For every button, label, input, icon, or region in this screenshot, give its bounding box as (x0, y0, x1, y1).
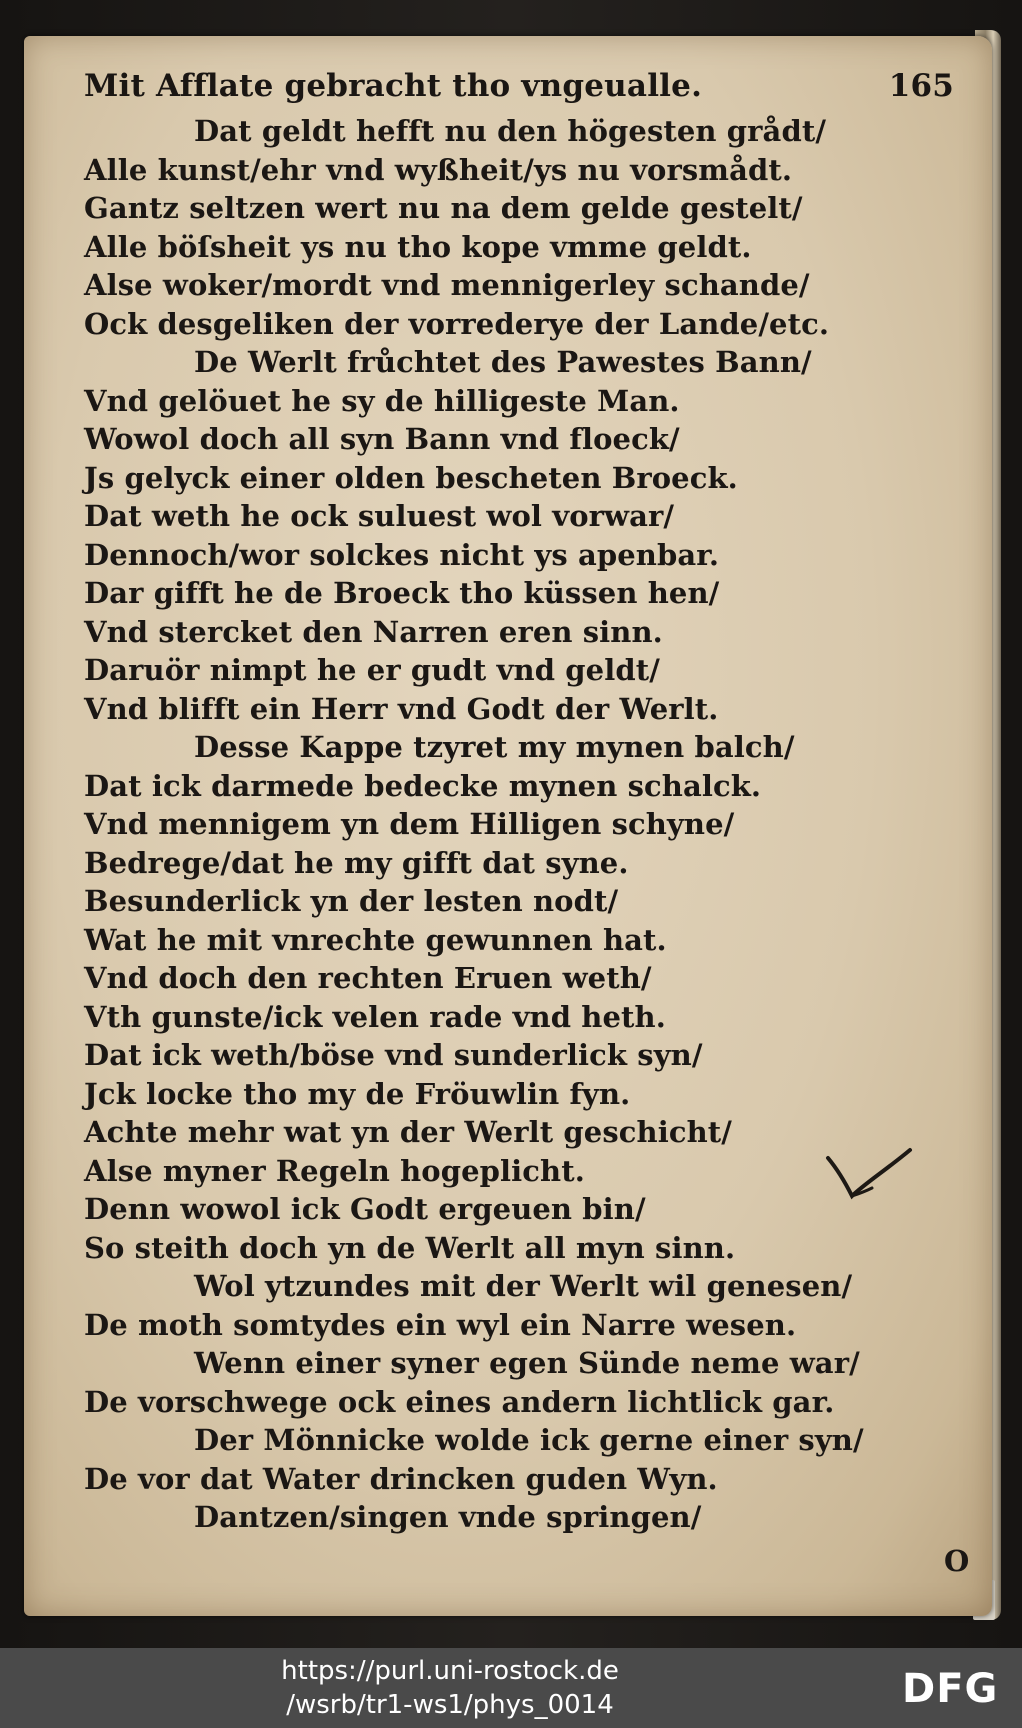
verse-line: Alle böſsheit ys nu tho kope vmme geldt. (84, 229, 752, 264)
permalink-line-1[interactable]: https://purl.uni-rostock.de (281, 1656, 619, 1686)
verse-line: Wol ytzundes mit der Werlt wil genesen/ (194, 1269, 853, 1303)
verse-line: Alle kunst/ehr vnd wyßheit/ys nu vorsmådt. (84, 152, 793, 187)
verse-line: Daruör nimpt he er gudt vnd geldt/ (84, 653, 660, 687)
verse-line: Denn wowol ick Godt ergeuen bin/ (84, 1192, 646, 1226)
handwritten-check-mark-icon (824, 1144, 916, 1204)
viewer-footer (0, 1648, 1022, 1728)
verse-line: Desse Kappe tzyret my mynen balch/ (194, 730, 795, 764)
verse-line: De Werlt frůchtet des Pawestes Bann/ (194, 345, 812, 379)
running-header (84, 68, 964, 110)
verse-line: Dat ick weth/böse vnd sunderlick syn/ (84, 1038, 703, 1072)
verse-line: Bedrege/dat he my gifft dat syne. (84, 845, 629, 880)
catchword: O (944, 1544, 970, 1578)
verse-line: So steith doch yn de Werlt all myn sinn. (84, 1230, 736, 1265)
verse-line: De vorschwege ock eines andern lichtlick gar. (84, 1384, 835, 1419)
permalink[interactable] (200, 1654, 700, 1722)
verse-line: Wenn einer syner egen Sünde neme war/ (194, 1346, 860, 1380)
verse-line: Dantzen/singen vnde springen/ (194, 1500, 702, 1534)
verse-line: De moth somtydes ein wyl ein Narre wesen. (84, 1307, 797, 1342)
verse-line: Der Mönnicke wolde ick gerne einer syn/ (194, 1423, 864, 1457)
verse-line: Vnd mennigem yn dem Hilligen schyne/ (84, 807, 735, 841)
permalink-line-2[interactable]: /wsrb/tr1-ws1/phys_0014 (286, 1690, 614, 1720)
verse-line: Vnd doch den rechten Eruen weth/ (84, 961, 652, 995)
verse-line: Alse woker/mordt vnd mennigerley schande/ (84, 268, 810, 302)
verse-line: Dat ick darmede bedecke mynen schalck. (84, 768, 762, 803)
verse-line: Gantz seltzen wert nu na dem gelde gestelt/ (84, 191, 803, 225)
verse-line: Ock desgeliken der vorrederye der Lande/etc. (84, 306, 830, 341)
verse-line: Wat he mit vnrechte gewunnen hat. (84, 922, 667, 957)
verse-line: Dar gifft he de Broeck tho küssen hen/ (84, 576, 720, 610)
verse-line: Dat geldt hefft nu den högesten grådt/ (194, 114, 827, 148)
book-page (24, 36, 992, 1616)
dfg-logo: DFG (902, 1666, 999, 1712)
verse-line: Vnd blifft ein Herr vnd Godt der Werlt. (84, 691, 719, 726)
running-title: Mit Afflate gebracht tho vngeualle. (84, 68, 703, 104)
verse-line: Wowol doch all syn Bann vnd floeck/ (84, 422, 680, 456)
verse-text (84, 112, 984, 1537)
verse-line: Alse myner Regeln hogeplicht. (84, 1153, 585, 1188)
page-number: 165 (888, 68, 954, 104)
verse-line: Achte mehr wat yn der Werlt geschicht/ (84, 1115, 732, 1149)
verse-line: Besunderlick yn der lesten nodt/ (84, 884, 619, 918)
verse-line: Dennoch/wor solckes nicht ys apenbar. (84, 537, 720, 572)
verse-line: Vnd stercket den Narren eren sinn. (84, 614, 663, 649)
verse-line: Vnd gelöuet he sy de hilligeste Man. (84, 383, 680, 418)
verse-line: Dat weth he ock suluest wol vorwar/ (84, 499, 675, 533)
verse-line: Jck locke tho my de Fröuwlin fyn. (84, 1076, 631, 1111)
verse-line: De vor dat Water drincken guden Wyn. (84, 1461, 718, 1496)
verse-line: Vth gunste/ick velen rade vnd heth. (84, 999, 666, 1034)
verse-line: Js gelyck einer olden bescheten Broeck. (84, 460, 738, 495)
